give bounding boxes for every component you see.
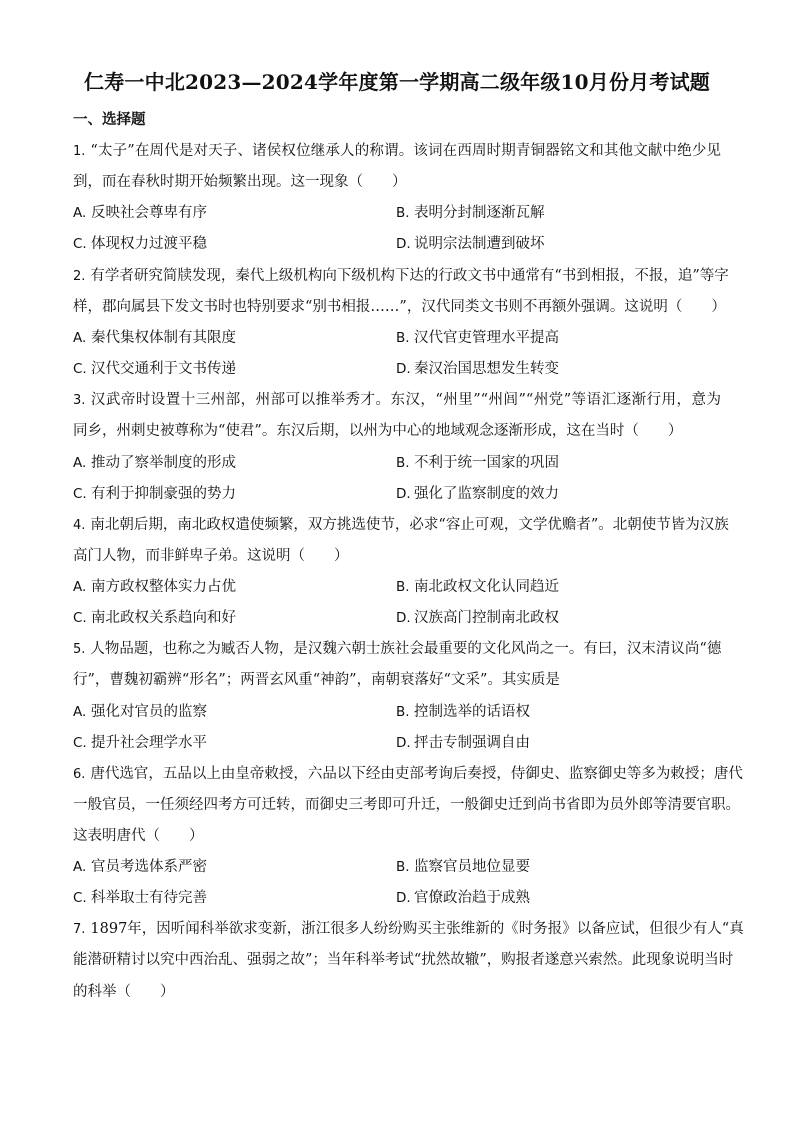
option-letter: A. bbox=[73, 859, 87, 875]
option-letter: A. bbox=[73, 455, 87, 471]
question-2-option-b: B. 汉代官吏管理水平提高 bbox=[396, 330, 559, 346]
question-7-line-1: 7. 1897年，因听闻科举欲求变新，浙江很多人纷纷购买主张维新的《时务报》以备应试，但很少有人“真 bbox=[73, 921, 744, 937]
option-letter: D. bbox=[396, 486, 411, 502]
question-1-option-b: B. 表明分封制逐渐瓦解 bbox=[396, 205, 545, 221]
question-5-option-c: C. 提升社会理学水平 bbox=[73, 735, 207, 751]
option-letter: C. bbox=[73, 361, 87, 377]
question-4-option-b: B. 南北政权文化认同趋近 bbox=[396, 579, 559, 595]
option-letter: B. bbox=[396, 704, 410, 720]
question-number: 3. bbox=[73, 393, 86, 408]
question-number: 1. bbox=[73, 144, 86, 159]
question-4-option-c: C. 南北政权关系趋向和好 bbox=[73, 610, 236, 626]
option-letter: C. bbox=[73, 735, 87, 751]
option-letter: D. bbox=[396, 236, 411, 252]
question-1-line-1: 1. “太子”在周代是对天子、诸侯权位继承人的称谓。该词在西周时期青铜器铭文和其他文献中绝少见 bbox=[73, 143, 721, 159]
question-4-line-2: 高门人物，而非鲜卑子弟。这说明（ ） bbox=[73, 548, 349, 564]
option-letter: D. bbox=[396, 361, 411, 377]
option-letter: B. bbox=[396, 579, 410, 595]
question-7-line-3: 的科举（ ） bbox=[73, 984, 175, 1000]
question-6-option-c: C. 科举取士有待完善 bbox=[73, 890, 207, 906]
question-3-line-1: 3. 汉武帝时设置十三州部，州部可以推举秀才。东汉，“州里”“州闾”“州党”等语汇逐渐行用，意为 bbox=[73, 392, 721, 408]
question-2-line-1: 2. 有学者研究简牍发现，秦代上级机构向下级机构下达的行政文书中通常有“书到相报，不报，追”等字 bbox=[73, 268, 729, 284]
question-3-option-b: B. 不利于统一国家的巩固 bbox=[396, 455, 559, 471]
option-letter: B. bbox=[396, 205, 410, 221]
question-4-option-d: D. 汉族高门控制南北政权 bbox=[396, 610, 559, 626]
question-5-option-a: A. 强化对官员的监察 bbox=[73, 704, 207, 720]
question-5-option-b: B. 控制选举的话语权 bbox=[396, 704, 530, 720]
question-5-line-1: 5. 人物品题，也称之为臧否人物，是汉魏六朝士族社会最重要的文化风尚之一。有曰，汉末清议尚“德 bbox=[73, 641, 722, 657]
option-letter: A. bbox=[73, 330, 87, 346]
question-number: 6. bbox=[73, 767, 86, 782]
option-letter: C. bbox=[73, 890, 87, 906]
question-number: 7. bbox=[73, 922, 86, 937]
option-letter: B. bbox=[396, 455, 410, 471]
question-4-line-1: 4. 南北朝后期，南北政权遣使频繁，双方挑选使节，必求“容止可观，文学优赡者”。北朝使节皆为汉族 bbox=[73, 517, 729, 533]
option-letter: D. bbox=[396, 735, 411, 751]
question-6-option-b: B. 监察官员地位显要 bbox=[396, 859, 530, 875]
question-3-option-c: C. 有利于抑制豪强的势力 bbox=[73, 486, 236, 502]
question-1-option-c: C. 体现权力过渡平稳 bbox=[73, 236, 207, 252]
question-1-option-a: A. 反映社会尊卑有序 bbox=[73, 205, 207, 221]
question-1-line-2: 到，而在春秋时期开始频繁出现。这一现象（ ） bbox=[73, 174, 407, 190]
question-3-option-d: D. 强化了监察制度的效力 bbox=[396, 486, 559, 502]
option-letter: A. bbox=[73, 205, 87, 221]
question-1-option-d: D. 说明宗法制遭到破坏 bbox=[396, 236, 545, 252]
option-letter: B. bbox=[396, 330, 410, 346]
question-6-option-d: D. 官僚政治趋于成熟 bbox=[396, 890, 530, 906]
question-2-option-a: A. 秦代集权体制有其限度 bbox=[73, 330, 236, 346]
question-number: 5. bbox=[73, 642, 86, 657]
question-3-option-a: A. 推动了察举制度的形成 bbox=[73, 455, 236, 471]
question-5-option-d: D. 抨击专制强调自由 bbox=[396, 735, 530, 751]
question-6-option-a: A. 官员考选体系严密 bbox=[73, 859, 207, 875]
question-number: 4. bbox=[73, 518, 86, 533]
option-letter: A. bbox=[73, 579, 87, 595]
question-6-line-1: 6. 唐代选官，五品以上由皇帝敕授，六品以下经由吏部考询后奏授，侍御史、监察御史等多为敕授；唐代 bbox=[73, 766, 743, 782]
question-number: 2. bbox=[73, 269, 86, 284]
exam-title: 仁寿一中北2023—2024学年度第一学期高二级年级10月份月考试题 bbox=[84, 70, 710, 94]
question-7-line-2: 能潜研精讨以究中西治乱、强弱之故”；当年科举考试“扰然故辙”，购报者遂意兴索然。此现象说明当时 bbox=[73, 952, 734, 968]
question-2-line-2: 样，郡向属县下发文书时也特别要求“别书相报……”，汉代同类文书则不再额外强调。这说明（ ） bbox=[73, 299, 726, 315]
question-6-line-2: 一般官员，一任须经四考方可迁转，而御史三考即可升迁，一般御史迁到尚书省即为员外郎等清要官职。 bbox=[73, 797, 740, 813]
option-letter: C. bbox=[73, 610, 87, 626]
question-2-option-d: D. 秦汉治国思想发生转变 bbox=[396, 361, 559, 377]
question-6-line-3: 这表明唐代（ ） bbox=[73, 828, 204, 844]
question-2-option-c: C. 汉代交通利于文书传递 bbox=[73, 361, 236, 377]
section-heading: 一、选择题 bbox=[73, 111, 146, 128]
question-4-option-a: A. 南方政权整体实力占优 bbox=[73, 579, 236, 595]
question-3-line-2: 同乡，州刺史被尊称为“使君”。东汉后期，以州为中心的地域观念逐渐形成，这在当时（ ） bbox=[73, 423, 683, 439]
question-5-line-2: 行”，曹魏初霸辨“形名”；两晋玄风重“神韵”，南朝衰落好“文采”。其实质是 bbox=[73, 672, 560, 688]
option-letter: B. bbox=[396, 859, 410, 875]
option-letter: D. bbox=[396, 610, 411, 626]
option-letter: A. bbox=[73, 704, 87, 720]
option-letter: C. bbox=[73, 486, 87, 502]
option-letter: C. bbox=[73, 236, 87, 252]
option-letter: D. bbox=[396, 890, 411, 906]
